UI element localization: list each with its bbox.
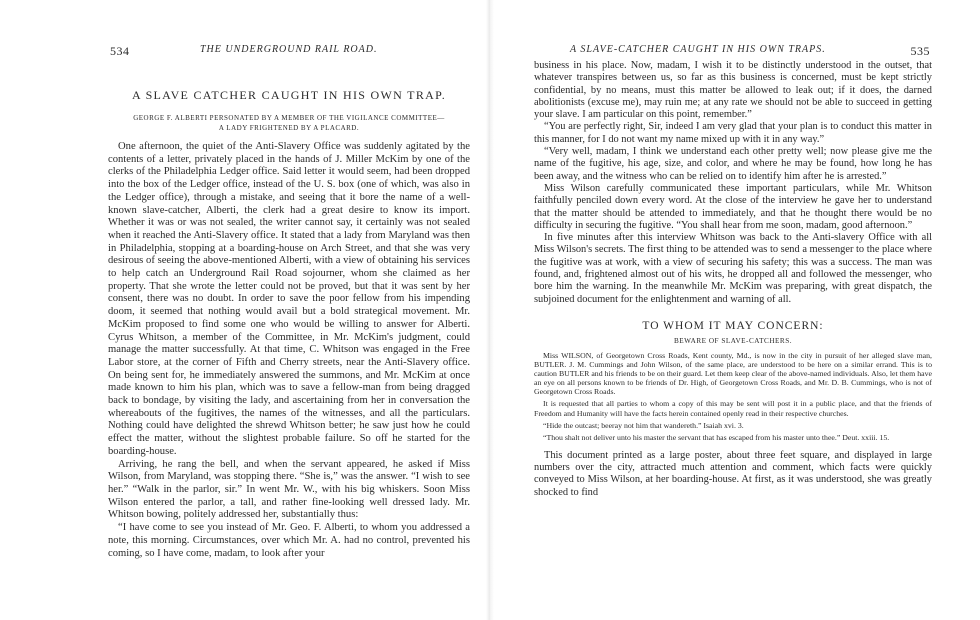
body-paragraph: “I have come to see you instead of Mr. Geo. F. Alberti, to whom you addressed a note, this morning. Circumstances, over which Mr. A. had no control, prevented his coming, so I have come, madam, to look after your: [108, 522, 470, 559]
notice-paragraph: Miss WILSON, of Georgetown Cross Roads, Kent county, Md., is now in the city in pursuit of her alleged slave man, BUTLER. J. M. Cummings and John Wilson, of the same place, are understood to be here on a similar errand. This is to caution BUTLER and his friends to be on their guard. Let them keep clear of the above-named individuals. Also, let them have an eye on all persons known to be friends of Dr. High, of Georgetown Cross Roads, and Mr. D. B. Cummings, who is not of Georgetown Cross Roads.: [534, 350, 932, 397]
handbill-title: TO WHOM IT MAY CONCERN:: [642, 319, 824, 332]
right-page-number: 535: [910, 44, 930, 58]
subtitle-line: A LADY FRIGHTENED BY A PLACARD.: [218, 124, 360, 132]
left-text-column: [108, 88, 470, 560]
body-paragraph: In five minutes after this interview Whitson was back to the Anti-slavery Office with all Miss Wilson's secrets. The first thing to be attended was to send a messenger to the place where the fugitive was at work, with a view of securing his safety; this was a success. The man was found, and, frightened almost out of his wits, he dropped all and followed the messenger, who bore him the warning. In the meanwhile Mr. McKim was preparing, with great dispatch, the subjoined document for the enlightenment and warning of all.: [534, 232, 932, 305]
body-paragraph: One afternoon, the quiet of the Anti-Slavery Office was suddenly agitated by the contents of a letter, privately placed in the hands of J. Miller McKim by one of the clerks of the Philadelphia Ledger office. Said letter it would seem, had been dropped into the box of the Ledger office, instead of the U. S. box (one of which, was also in the Ledger office), through a mistake, and seeing that it bore the name of a well-known slave-catcher, Alberti, the clerk had a great desire to know its import. Whether it was or was not sealed, the writer cannot say, it certainly was not sealed when it reached the Anti-Slavery office. It stated that a lady from Maryland was then in Philadelphia, stopping at a boarding-house on Arch Street, and that she was very desirous of seeing the above-mentioned Alberti, with a view of obtaining his services to help catch an Underground Rail Road sojourner, whom she claimed as her property. That she wrote the letter could not be proved, but that it was sent by her consent, there was no doubt. In order to save the poor fellow from his impending doom, it seemed that nothing would avail but a bold strategical movement. Mr. McKim proposed to find some one who would be willing to answer for Alberti. Cyrus Whitson, a member of the Committee, in Mr. McKim's judgment, could manage the matter successfully. At that time, C. Whitson was engaged in the Free Labor store, at the corner of Fifth and Cherry streets, near the Anti-Slavery office. On being sent for, he immediately answered the summons, and Mr. McKim at once made known to him his plan, which was to save a fellow-man from being dragged back to bondage, by visiting the lady, and ascertaining from her in conversation the whereabouts of the fugitives, the names of the witnesses, and all the particulars. Nothing could have delighted the shrewd Whitson better; he saw just how he could effect the matter, without the slightest probable failure. So off he started for the boarding-house.: [108, 141, 470, 457]
body-paragraph: Miss Wilson carefully communicated these important particulars, while Mr. Whitson faithfully penciled down every word. At the close of the interview he gave her to understand that the matter should be attended to immediately, and that he thought there would be no difficulty in securing the fugitive. “You shall hear from me soon, madam, good afternoon.”: [534, 182, 932, 231]
scripture-quote: “Thou shalt not deliver unto his master the servant that has escaped from his master unto thee.” Deut. xxiii. 15.: [543, 432, 890, 442]
scripture-quote: “Hide the outcast; beeray not him that wandereth.” Isaiah xvi. 3.: [543, 420, 744, 430]
right-text-column: [534, 60, 932, 499]
body-paragraph: business in his place. Now, madam, I wish it to be distinctly understood in the outset, that whatever transpires between us, so far as this business is concerned, must be kept strictly confidential, by no means, must this matter be allowed to leak out; if it does, the darned abolitionists (excuse me), may ruin me; at any rate we should not be able to succeed in getting your slave. I am particular on this point, remember.”: [534, 60, 932, 121]
subtitle-line: GEORGE F. ALBERTI PERSONATED BY A MEMBER OF THE VIGILANCE COMMITTEE—: [133, 114, 445, 122]
left-page-number: 534: [110, 44, 130, 58]
body-paragraph: Arriving, he rang the bell, and when the servant appeared, he asked if Miss Wilson, from Maryland, was stopping there. “She is,” was the answer. “I wish to see her.” “Walk in the parlor, sir.” In went Mr. W., with his big whiskers. Soon Miss Wilson entered the parlor, a tall, and rather fine-looking well dressed lady. Mr. Whitson bowing, politely addressed her, substantially thus:: [108, 458, 470, 521]
body-paragraph: “You are perfectly right, Sir, indeed I am very glad that your plan is to conduct this matter in this manner, for I do not want my name mixed up with it in any way.”: [534, 121, 932, 145]
body-paragraph: This document printed as a large poster, about three feet square, and displayed in large numbers over the city, attracted much attention and comment, which facts were quickly conveyed to Miss Wilson, at her boarding-house. At first, as it was understood, she was greatly shocked to find: [534, 449, 932, 498]
body-paragraph: “Very well, madam, I think we understand each other pretty well; now please give me the name of the fugitive, his age, size, and color, and where he may be found, how long he has been away, and the witness who can be relied on to identify him after he is arrested.”: [534, 146, 932, 182]
notice-paragraph: It is requested that all parties to whom a copy of this may be sent will post it in a public place, and that the friends of Freedom and Humanity will have the facts herein contained openly read in their respective churches.: [534, 399, 932, 418]
right-page: [490, 0, 980, 620]
right-running-title: A SLAVE-CATCHER CAUGHT IN HIS OWN TRAPS.: [570, 44, 826, 55]
left-running-title: THE UNDERGROUND RAIL ROAD.: [200, 44, 378, 55]
chapter-subtitle: [108, 113, 470, 133]
handbill-subtitle: BEWARE OF SLAVE-CATCHERS.: [674, 336, 792, 345]
chapter-title: A SLAVE CATCHER CAUGHT IN HIS OWN TRAP.: [131, 88, 447, 102]
